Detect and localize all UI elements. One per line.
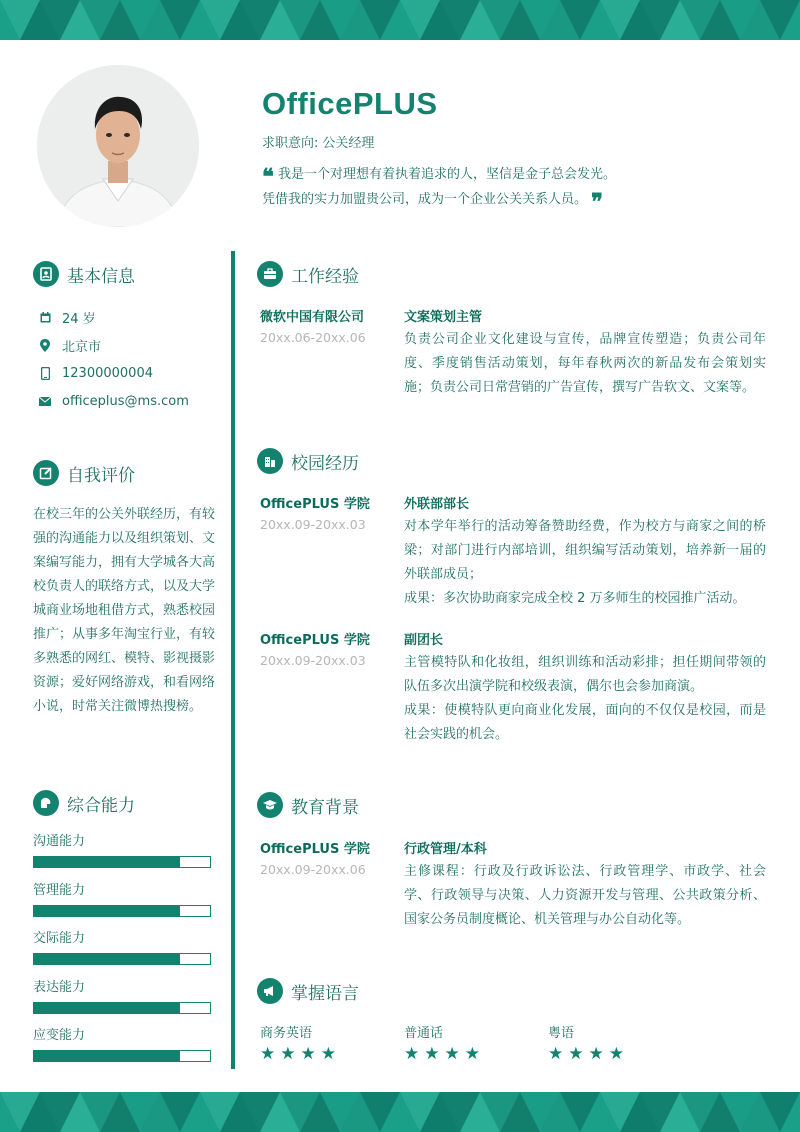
language-item: [260, 1022, 404, 1064]
bottom-decor-band: [0, 1092, 800, 1132]
skill-name: 表达能力: [33, 979, 86, 995]
skill-bar: [33, 856, 211, 868]
list-item-email: [38, 387, 189, 415]
city-text: 北京市: [62, 339, 102, 355]
language-item: [404, 1022, 548, 1064]
age-text: 24 岁: [62, 311, 96, 327]
courses-description: 主修课程：行政及行政诉讼法、行政管理学、市政学、社会学、行政领导与决策、人力资源开发与管理、公共政策分析、国家公务员制度概论、机关管理与办公自动化等。: [404, 864, 766, 927]
description-text: 对本学年举行的活动筹备赞助经费，作为校方与商家之间的桥梁；对部门进行内部培训，组织编写活动策划，培养新一届的外联部成员；: [404, 519, 766, 582]
skill-bar-fill: [34, 1003, 180, 1013]
skill-bar-fill: [34, 954, 180, 964]
position-title: 副团长: [404, 633, 444, 648]
personal-quote: [262, 162, 682, 215]
list-item-age: [38, 303, 189, 331]
list-item-city: [38, 331, 189, 359]
skill-item: [33, 881, 213, 930]
calendar-icon: [38, 310, 52, 324]
profile-photo: [37, 65, 199, 227]
result-text: 成果：多次协助商家完成全校 2 万多师生的校园推广活动。: [404, 591, 746, 606]
rating-stars: ★★★★: [548, 1044, 629, 1064]
open-quote-icon: ❝: [262, 164, 274, 190]
section-campus-header: [257, 448, 359, 474]
list-item-phone: [38, 359, 189, 387]
campus-entry: [260, 629, 770, 749]
job-title: 文案策划主管: [404, 310, 483, 325]
section-languages-header: [257, 978, 359, 1004]
education-entry: [260, 838, 770, 938]
skill-bar: [33, 1002, 211, 1014]
section-work-header: [257, 261, 359, 287]
section-title: 校园经历: [291, 453, 359, 474]
job-intent: [262, 132, 378, 151]
id-card-icon: [33, 261, 59, 287]
candidate-name: OfficePLUS: [262, 86, 438, 121]
job-intent-value: 公关经理: [322, 136, 375, 151]
position-description: [404, 651, 766, 747]
skill-bar-fill: [34, 1051, 180, 1061]
section-basic-info-header: [33, 261, 135, 287]
skill-bar-fill: [34, 857, 180, 867]
phone-text: 12300000004: [62, 365, 153, 381]
section-title: 教育背景: [291, 797, 359, 818]
description-text: 主管模特队和化妆组，组织训练和活动彩排；担任期间带领的队伍多次出演学院和校级表演，偶尔也会参加商演。: [404, 655, 766, 694]
self-evaluation-text: 在校三年的公关外联经历，有较强的沟通能力以及组织策划、文案编写能力，拥有大学城各大高校负责人的联络方式，以及大学城商业场地租借方式，熟悉校园推广；从事多年淘宝行业，有较多熟悉的网红、模特、影视摄影资源；爱好网络游戏，和看网络小说，时常关注微博热搜榜。: [33, 507, 216, 714]
quote-line-1: 我是一个对理想有着执着追求的人，坚信是金子总会发光。: [277, 167, 616, 182]
puzzle-icon: [33, 790, 59, 816]
email-text: officeplus@ms.com: [62, 393, 189, 409]
basic-info-list: [38, 303, 189, 415]
section-title: 基本信息: [67, 266, 135, 287]
triangle-pattern: [0, 1092, 800, 1132]
organization-name: OfficePLUS 学院: [260, 497, 370, 512]
section-title: 自我评价: [67, 465, 135, 486]
language-list: [260, 1022, 692, 1064]
skill-name: 应变能力: [33, 1028, 86, 1043]
language-item: [548, 1022, 692, 1064]
skill-bar: [33, 905, 211, 917]
triangle-pattern: [0, 0, 800, 40]
skill-item: [33, 832, 213, 881]
work-entry: [260, 306, 770, 406]
mail-icon: [38, 394, 52, 408]
phone-icon: [38, 366, 52, 380]
language-name: 普通话: [404, 1026, 444, 1041]
skill-bar: [33, 953, 211, 965]
skill-item: [33, 929, 213, 978]
job-description: 负责公司企业文化建设与宣传，品牌宣传塑造；负责公司年度、季度销售活动策划，每年春秋两次的新品发布会策划实施；负责公司日常营销的广告宣传，撰写广告软文、文案等。: [404, 332, 766, 395]
date-range: 20xx.09-20xx.03: [260, 653, 366, 668]
person-portrait-icon: [37, 65, 199, 227]
date-range: 20xx.09-20xx.06: [260, 862, 366, 877]
campus-entry: [260, 493, 770, 613]
language-name: 粤语: [548, 1026, 575, 1041]
section-self-eval-header: [33, 460, 135, 486]
date-range: 20xx.09-20xx.03: [260, 517, 366, 532]
section-title: 掌握语言: [291, 983, 359, 1004]
position-title: 外联部部长: [404, 497, 470, 512]
language-name: 商务英语: [260, 1026, 313, 1041]
skill-name: 沟通能力: [33, 834, 86, 849]
close-quote-icon: ❞: [591, 189, 603, 215]
top-decor-band: [0, 0, 800, 40]
section-title: 综合能力: [67, 795, 135, 816]
major-degree: 行政管理/本科: [404, 842, 487, 857]
organization-name: OfficePLUS 学院: [260, 633, 370, 648]
date-range: 20xx.06-20xx.06: [260, 330, 366, 345]
skill-bar-fill: [34, 906, 180, 916]
location-pin-icon: [38, 338, 52, 352]
skill-item: [33, 978, 213, 1027]
skill-name: 管理能力: [33, 882, 86, 898]
section-education-header: [257, 792, 359, 818]
skill-bar: [33, 1050, 211, 1062]
megaphone-icon: [257, 978, 283, 1004]
quote-line-2: 凭借我的实力加盟贵公司，成为一个企业公关关系人员。: [262, 192, 588, 207]
position-description: [404, 515, 766, 611]
section-title: 工作经验: [291, 266, 359, 287]
rating-stars: ★★★★: [260, 1044, 341, 1064]
briefcase-icon: [257, 261, 283, 287]
building-icon: [257, 448, 283, 474]
skill-item: [33, 1026, 213, 1075]
graduation-cap-icon: [257, 792, 283, 818]
edit-icon: [33, 460, 59, 486]
job-intent-label: 求职意向:: [262, 136, 319, 151]
column-divider: [231, 251, 235, 1069]
skills-list: [33, 832, 213, 1075]
company-name: 微软中国有限公司: [260, 310, 365, 325]
section-skills-header: [33, 790, 135, 816]
result-text: 成果：使模特队更向商业化发展，面向的不仅仅是校园，而是社会实践的机会。: [404, 703, 766, 742]
school-name: OfficePLUS 学院: [260, 842, 370, 857]
rating-stars: ★★★★: [404, 1044, 485, 1064]
skill-name: 交际能力: [33, 931, 86, 946]
